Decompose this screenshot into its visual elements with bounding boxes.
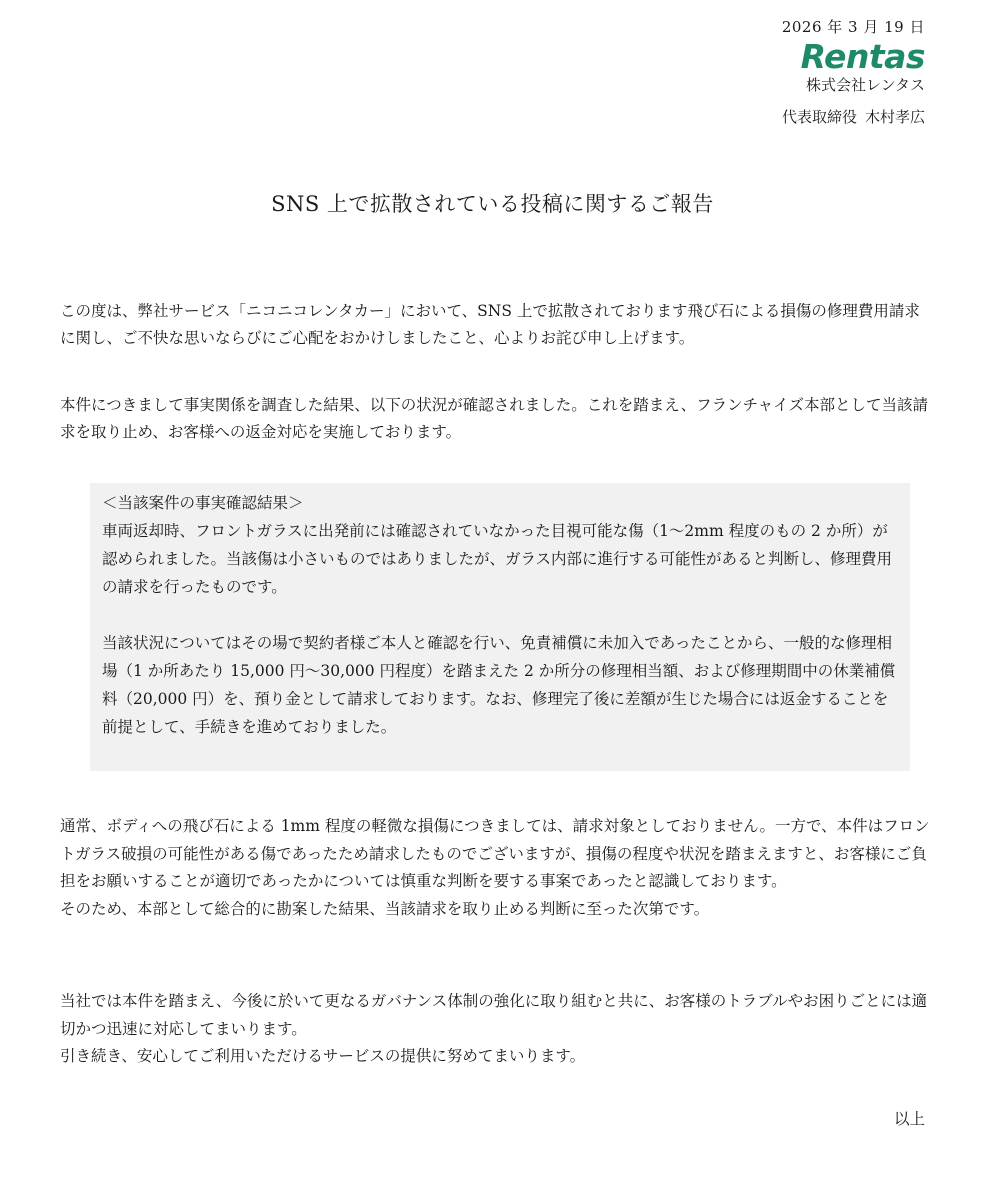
closing-mark: 以上 bbox=[893, 1110, 925, 1128]
explanation-paragraph bbox=[60, 813, 930, 923]
facts-paragraph-1: 車両返却時、フロントガラスに出発前には確認されていなかった目視可能な傷（1〜2mm 程度のもの 2 か所）が認められました。当該傷は小さいものではありましたが、ガラス内部に進行する可能性があると判断し、修理費用の請求を行ったものです。 bbox=[102, 522, 893, 596]
investigation-paragraph bbox=[60, 392, 930, 446]
company-logo: Rentas bbox=[800, 37, 925, 76]
spacer bbox=[102, 601, 896, 629]
paragraph-text: 通常、ボディへの飛び石による 1mm 程度の軽微な損傷につきましては、請求対象としておりません。一方で、本件はフロントガラス破損の可能性がある傷であったため請求したものでございますが、損傷の程度や状況を踏まえますと、お客様にご負担をお願いすることが適切であったかについては慎重な判断を要する事案であったと認識しております。 bbox=[60, 817, 930, 890]
representative-name: 木村孝広 bbox=[864, 108, 925, 126]
paragraph-text: 当社では本件を踏まえ、今後に於いて更なるガバナンス体制の強化に取り組むと共に、お客様のトラブルやお困りごとには適切かつ迅速に対応してまいります。 bbox=[60, 992, 928, 1038]
company-name: 株式会社レンタス bbox=[805, 76, 925, 94]
representative bbox=[782, 108, 925, 126]
letterhead bbox=[782, 18, 925, 126]
representative-title: 代表取締役 bbox=[781, 108, 857, 126]
paragraph-text: 引き続き、安心してご利用いただけるサービスの提供に努めてまいります。 bbox=[60, 1047, 586, 1065]
paragraph-text: 本件につきまして事実関係を調査した結果、以下の状況が確認されました。これを踏まえ、フランチャイズ本部として当該請求を取り止め、お客様への返金対応を実施しております。 bbox=[60, 396, 929, 441]
paragraph-text: この度は、弊社サービス「ニコニコレンタカー」において、SNS 上で拡散されております飛び石による損傷の修理費用請求に関し、ご不快な思いならびにご心配をおかけしましたこと、心よりお詫び申し上げます。 bbox=[60, 302, 920, 347]
document-date: 2026 年 3 月 19 日 bbox=[781, 18, 925, 36]
apology-paragraph bbox=[60, 298, 930, 352]
facts-heading: ＜当該案件の事実確認結果＞ bbox=[102, 494, 304, 512]
paragraph-text: そのため、本部として総合的に勘案した結果、当該請求を取り止める判断に至った次第です。 bbox=[60, 899, 710, 918]
commitment-paragraph bbox=[60, 988, 930, 1071]
document-title: SNS 上で拡散されている投稿に関するご報告 bbox=[271, 192, 714, 216]
facts-box bbox=[90, 483, 910, 771]
facts-paragraph-2: 当該状況についてはその場で契約者様ご本人と確認を行い、免責補償に未加入であったことから、一般的な修理相場（1 か所あたり 15,000 円〜30,000 円程度）を踏まえた 2 か所分の修理相当額、および修理期間中の休業補償料（20,000 円）を、預り金として請求しております。なお、修理完了後に差額が生じた場合には返金することを前提として、手続きを進めておりました。 bbox=[102, 634, 896, 736]
